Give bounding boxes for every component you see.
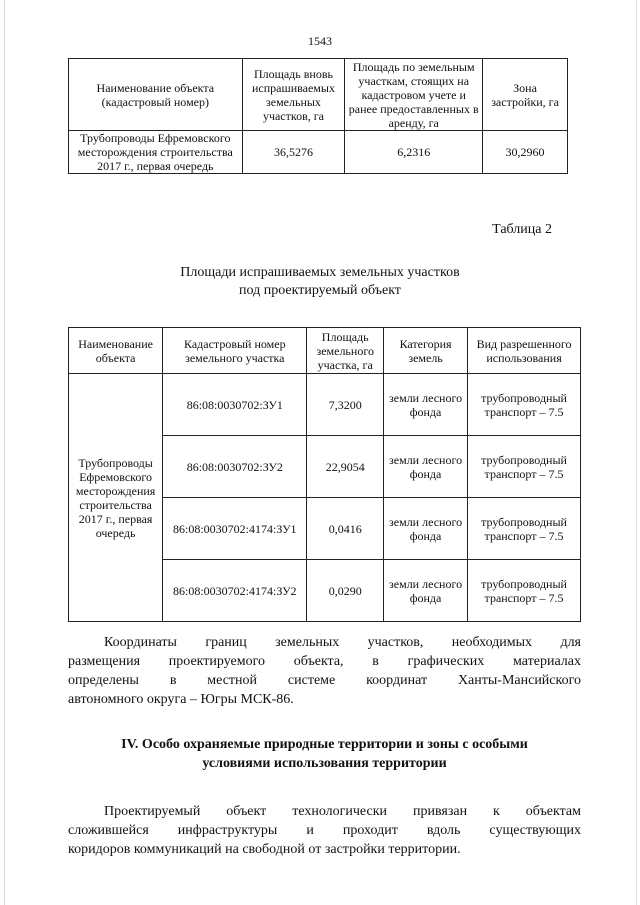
column-header-permitted-use: Вид разрешенного использования: [468, 328, 581, 374]
section-heading-line: IV. Особо охраняемые природные территории и зоны с особыми: [121, 737, 528, 752]
permitted-use-cell: трубопроводный транспорт – 7.5: [468, 498, 581, 560]
permitted-use-cell: трубопроводный транспорт – 7.5: [468, 436, 581, 498]
column-header-zone: Зона застройки, га: [483, 59, 568, 131]
table-title: [0, 264, 640, 300]
plot-area-cell: 0,0416: [307, 498, 384, 560]
scan-edge-right: [636, 0, 637, 905]
new-area-cell: 36,5276: [242, 131, 345, 174]
plot-area-cell: 0,0290: [307, 560, 384, 622]
paragraph-line: сложившейся инфраструктуры и проходит вдоль существующих: [68, 823, 581, 838]
zone-area-cell: 30,2960: [483, 131, 568, 174]
coordinates-paragraph: [68, 633, 581, 709]
section-heading: [68, 735, 581, 773]
land-category-cell: земли лесного фонда: [384, 436, 468, 498]
table-row: [69, 131, 568, 174]
paragraph-line: коридоров коммуникаций на свободной от застройки территории.: [68, 842, 461, 857]
column-header-registered-area: Площадь по земельным участкам, стоящих на кадастровом учете и ранее предоставленных в аренду, га: [345, 59, 483, 131]
cadastral-number-cell: 86:08:0030702:ЗУ1: [163, 374, 307, 436]
column-header-object-name: Наименование объекта (кадастровый номер): [69, 59, 243, 131]
column-header-object-name: Наименование объекта: [69, 328, 163, 374]
table-title-line: под проектируемый объект: [239, 283, 401, 298]
permitted-use-cell: трубопроводный транспорт – 7.5: [468, 374, 581, 436]
object-name-cell: Трубопроводы Ефремовского месторождения строительства 2017 г., первая очередь: [69, 131, 243, 174]
cadastral-number-cell: 86:08:0030702:ЗУ2: [163, 436, 307, 498]
column-header-cadastral-number: Кадастровый номер земельного участка: [163, 328, 307, 374]
area-summary-table: [68, 58, 568, 174]
plot-area-cell: 7,3200: [307, 374, 384, 436]
land-category-cell: земли лесного фонда: [384, 560, 468, 622]
paragraph-line: Проектируемый объект технологически привязан к объектам: [104, 804, 581, 819]
object-name-cell: Трубопроводы Ефремовского месторождения строительства 2017 г., первая очередь: [69, 374, 163, 622]
column-header-plot-area: Площадь земельного участка, га: [307, 328, 384, 374]
infrastructure-paragraph: [68, 802, 581, 859]
table-header-row: [69, 59, 568, 131]
scan-edge-left: [4, 0, 5, 905]
column-header-new-area: Площадь вновь испрашиваемых земельных участков, га: [242, 59, 345, 131]
column-header-land-category: Категория земель: [384, 328, 468, 374]
paragraph-line: автономного округа – Югры МСК-86.: [68, 692, 294, 707]
land-category-cell: земли лесного фонда: [384, 374, 468, 436]
cadastral-number-cell: 86:08:0030702:4174:ЗУ2: [163, 560, 307, 622]
cadastral-number-cell: 86:08:0030702:4174:ЗУ1: [163, 498, 307, 560]
section-heading-line: условиями использования территории: [202, 756, 447, 771]
permitted-use-cell: трубопроводный транспорт – 7.5: [468, 560, 581, 622]
registered-area-cell: 6,2316: [345, 131, 483, 174]
table-row: [69, 374, 581, 436]
paragraph-line: Координаты границ земельных участков, необходимых для: [104, 635, 581, 650]
paragraph-line: определены в местной системе координат Ханты-Мансийского: [68, 673, 581, 688]
land-category-cell: земли лесного фонда: [384, 498, 468, 560]
table-caption: Таблица 2: [492, 222, 552, 237]
page-number: 1543: [308, 34, 332, 48]
paragraph-line: размещения проектируемого объекта, в графических материалах: [68, 654, 581, 669]
plot-area-cell: 22,9054: [307, 436, 384, 498]
table-header-row: [69, 328, 581, 374]
table-title-line: Площади испрашиваемых земельных участков: [180, 265, 460, 280]
land-plots-table: [68, 327, 581, 622]
